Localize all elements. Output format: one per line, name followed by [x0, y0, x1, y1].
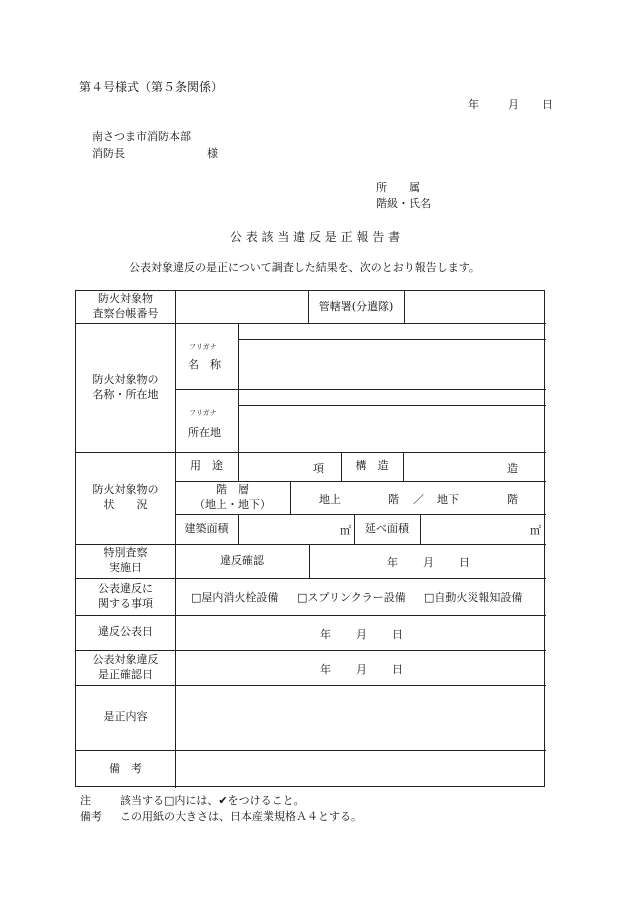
name-field[interactable]: [238, 339, 546, 389]
address-field[interactable]: [238, 405, 546, 452]
area-unit: ㎡: [340, 524, 351, 537]
checkbox-option[interactable]: [297, 589, 406, 605]
furigana-label: フリガナ: [189, 409, 217, 417]
note-text: 該当する□内には、✔をつけること。: [120, 794, 305, 807]
correction-content-label: 是正内容: [103, 710, 148, 724]
building-area-label: 建築面積: [184, 521, 229, 535]
checkbox-option[interactable]: [424, 589, 522, 605]
floors-unit: 階: [388, 493, 399, 506]
correction-content-field[interactable]: [175, 685, 546, 750]
date-month-label: 月: [508, 98, 519, 111]
floors-label: 階 層 （地上・地下）: [194, 482, 271, 511]
date-year-label: 年: [387, 556, 398, 569]
column-divider: [403, 452, 404, 481]
affiliation-label: 所 属: [376, 181, 420, 194]
checkbox-icon[interactable]: □: [191, 591, 202, 604]
floor-area-label: 延べ面積: [365, 521, 409, 535]
date-day-label: 日: [542, 98, 553, 111]
publish-date-label: 違反公表日: [98, 625, 153, 639]
floors-above-label: 地上: [319, 493, 341, 506]
document-title: 公 表 該 当 違 反 是 正 報 告 書: [229, 230, 401, 244]
violation-confirm-label: 違反確認: [220, 553, 264, 567]
remarks-field[interactable]: [175, 750, 546, 788]
column-divider: [420, 514, 421, 544]
address-label: 所在地: [188, 426, 221, 439]
floors-below-label: 地下: [437, 493, 459, 506]
remarks-note-text: この用紙の大きさは、日本産業規格Ａ４とする。: [120, 810, 362, 823]
date-month-label: 月: [356, 663, 367, 676]
date-day-label: 日: [459, 556, 470, 569]
addressee-title: 消防長: [92, 147, 125, 160]
jurisdiction-label: 管轄署(分遣隊): [318, 299, 394, 313]
structure-label: 構 造: [355, 459, 389, 473]
furigana-label: フリガナ: [189, 343, 217, 351]
date-month-label: 月: [423, 556, 434, 569]
rank-name-label: 階級・氏名: [376, 197, 431, 210]
date-month-label: 月: [356, 628, 367, 641]
floors-unit: 階: [507, 493, 518, 506]
violation-items-label: 公表違反に 関する事項: [98, 581, 153, 610]
name-furigana-field[interactable]: [238, 323, 546, 339]
column-divider: [290, 481, 291, 514]
form-number: 第４号様式（第５条関係）: [79, 80, 224, 94]
address-furigana-field[interactable]: [238, 389, 546, 405]
checkbox-label: 屋内消火栓設備: [201, 591, 279, 604]
checkbox-option[interactable]: [191, 589, 278, 605]
date-day-label: 日: [392, 663, 403, 676]
addressee-honorific: 様: [207, 147, 218, 160]
floors-separator: ／: [413, 493, 424, 506]
correction-date-label: 公表対象違反 是正確認日: [92, 652, 159, 681]
remarks-label: 備 考: [109, 761, 142, 775]
report-table: [75, 290, 545, 787]
ledger-number-label: 防火対象物 査察台帳番号: [92, 292, 159, 320]
addressee-org: 南さつま市消防本部: [92, 130, 191, 143]
item-unit: 項: [313, 462, 324, 475]
name-label: 名 称: [188, 358, 221, 371]
date-year-label: 年: [320, 663, 331, 676]
ledger-number-field[interactable]: [175, 291, 308, 323]
jurisdiction-field[interactable]: [404, 291, 546, 323]
intro-text: 公表対象違反の是正について調査した結果を、次のとおり報告します。: [129, 261, 480, 274]
name-location-label: 防火対象物の 名称・所在地: [92, 372, 159, 401]
column-divider: [238, 452, 239, 481]
inspection-date-label: 特別査察 実施日: [103, 546, 148, 574]
date-year-label: 年: [320, 628, 331, 641]
status-label: 防火対象物の 状 況: [92, 483, 159, 511]
date-day-label: 日: [392, 628, 403, 641]
checkbox-icon[interactable]: □: [424, 591, 435, 604]
checkbox-label: 自動火災報知設備: [434, 591, 523, 604]
checkbox-icon[interactable]: □: [297, 591, 308, 604]
use-label: 用 途: [190, 459, 223, 473]
date-year-label: 年: [468, 98, 479, 111]
column-divider: [309, 544, 310, 578]
note-label: 注: [80, 794, 91, 807]
area-unit: ㎡: [530, 524, 541, 537]
remarks-note-label: 備考: [80, 810, 102, 823]
structure-unit: 造: [507, 462, 518, 475]
checkbox-label: スプリンクラー設備: [307, 591, 406, 604]
column-divider: [238, 514, 239, 544]
